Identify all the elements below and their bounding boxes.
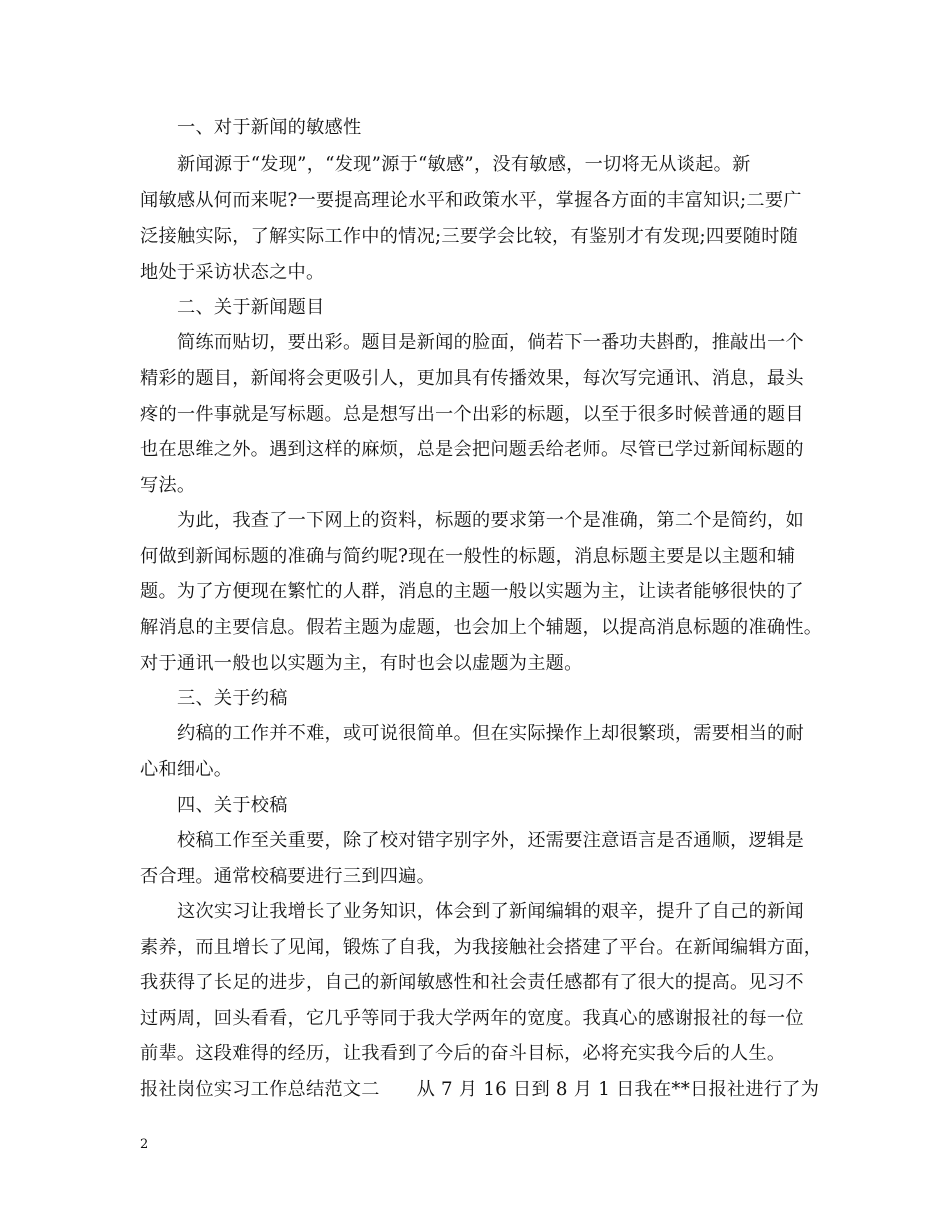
heading-3: 三、关于约稿	[177, 688, 288, 709]
paragraph-line: 地处于采访状态之中。	[140, 262, 325, 283]
paragraph-line: 泛接触实际，了解实际工作中的情况;三要学会比较，有鉴别才有发现;四要随时随	[140, 226, 799, 247]
paragraph-line: 疼的一件事就是写标题。总是想写出一个出彩的标题，以至于很多时候普通的题目	[140, 404, 804, 425]
paragraph-line: 过两周，回头看看，它几乎等同于我大学两年的宽度。我真心的感谢报社的每一位	[140, 1008, 804, 1029]
paragraph-line: 我获得了长足的进步，自己的新闻敏感性和社会责任感都有了很大的提高。见习不	[140, 972, 804, 993]
paragraph-line: 为此，我查了一下网上的资料，标题的要求第一个是准确，第二个是简约，如	[177, 510, 804, 531]
paragraph-line: 题。为了方便现在繁忙的人群，消息的主题一般以实题为主，让读者能够很快的了	[140, 581, 804, 602]
paragraph-line: 否合理。通常校稿要进行三到四遍。	[140, 866, 436, 887]
paragraph-line: 也在思维之外。遇到这样的麻烦，总是会把问题丢给老师。尽管已学过新闻标题的	[140, 439, 804, 460]
paragraph-line: 何做到新闻标题的准确与简约呢?现在一般性的标题，消息标题主要是以主题和辅	[140, 546, 796, 567]
heading-4: 四、关于校稿	[177, 795, 288, 816]
heading-2: 二、关于新闻题目	[177, 297, 325, 318]
paragraph-line: 简练而贴切，要出彩。题目是新闻的脸面，倘若下一番功夫斟酌，推敲出一个	[177, 332, 804, 353]
paragraph-line: 精彩的题目，新闻将会更吸引人，更加具有传播效果，每次写完通讯、消息，最头	[140, 368, 804, 389]
paragraph-line: 前辈。这段难得的经历，让我看到了今后的奋斗目标，必将充实我今后的人生。	[140, 1043, 786, 1064]
paragraph-line: 新闻源于“发现”，“发现”源于“敏感”，没有敏感，一切将无从谈起。新	[177, 154, 751, 175]
heading-1: 一、对于新闻的敏感性	[177, 117, 362, 138]
paragraph-line: 闻敏感从何而来呢?一要提高理论水平和政策水平，掌握各方面的丰富知识;二要广	[140, 190, 802, 211]
page-number: 2	[140, 1137, 149, 1152]
paragraph-line: 约稿的工作并不难，或可说很简单。但在实际操作上却很繁琐，需要相当的耐	[177, 723, 804, 744]
paragraph-line: 解消息的主要信息。假若主题为虚题，也会加上个辅题，以提高消息标题的准确性。	[140, 617, 823, 638]
paragraph-line: 心和细心。	[140, 759, 233, 780]
paragraph-line: 素养，而且增长了见闻，锻炼了自我，为我接触社会搭建了平台。在新闻编辑方面，	[140, 937, 823, 958]
paragraph-line: 写法。	[140, 475, 196, 496]
paragraph-line: 对于通讯一般也以实题为主，有时也会以虚题为主题。	[140, 653, 583, 674]
paragraph-line: 这次实习让我增长了业务知识，体会到了新闻编辑的艰辛，提升了自己的新闻	[177, 901, 804, 922]
section-title-line: 报社岗位实习工作总结范文二 从 7 月 16 日到 8 月 1 日我在**日报社进行了为	[140, 1079, 820, 1100]
paragraph-line: 校稿工作至关重要，除了校对错字别字外，还需要注意语言是否通顺，逻辑是	[177, 830, 804, 851]
